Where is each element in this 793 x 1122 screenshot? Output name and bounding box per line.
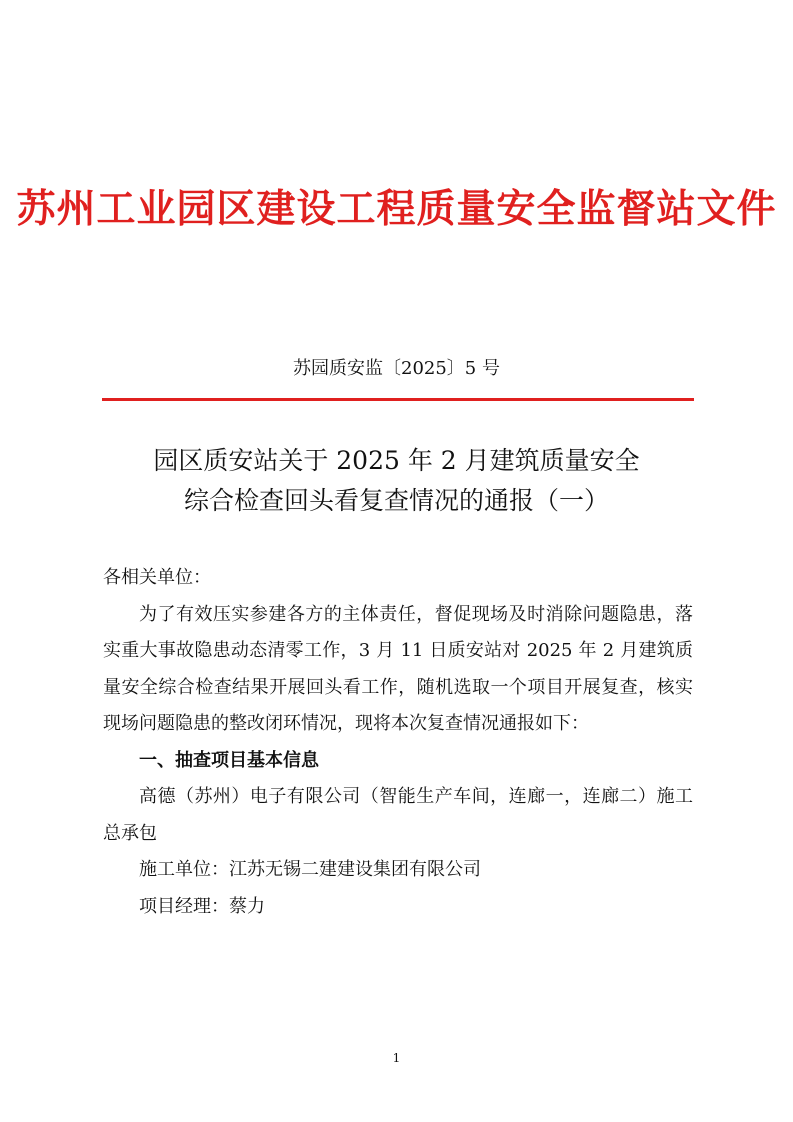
red-divider-line xyxy=(102,398,694,401)
project-manager: 项目经理：蔡力 xyxy=(139,895,265,917)
intro-paragraph: 为了有效压实参建各方的主体责任，督促现场及时消除问题隐患，落实重大事故隐患动态清零工作，3 月 11 日质安站对 2025 年 2 月建筑质量安全综合检查结果开展回头看工作，随机选取一个项目开展复查，核实现场问题隐患的整改闭环情况，现将本次复查情况通报如下： xyxy=(103,603,693,734)
document-body xyxy=(103,560,693,925)
title-line-2: 综合检查回头看复查情况的通报（一） xyxy=(183,486,609,515)
masthead-title: 苏州工业园区建设工程质量安全监督站文件 xyxy=(16,187,777,232)
document-number: 苏园质安监〔2025〕5 号 xyxy=(293,358,500,379)
page-number: 1 xyxy=(392,1051,401,1065)
document-title xyxy=(0,441,793,521)
title-line-1: 园区质安站关于 2025 年 2 月建筑质量安全 xyxy=(153,446,640,475)
project-name: 高德（苏州）电子有限公司（智能生产车间，连廊一，连廊二）施工总承包 xyxy=(103,786,693,844)
section-heading-1: 一、抽查项目基本信息 xyxy=(139,749,319,771)
construction-unit: 施工单位：江苏无锡二建建设集团有限公司 xyxy=(139,859,481,880)
salutation: 各相关单位： xyxy=(103,567,211,588)
